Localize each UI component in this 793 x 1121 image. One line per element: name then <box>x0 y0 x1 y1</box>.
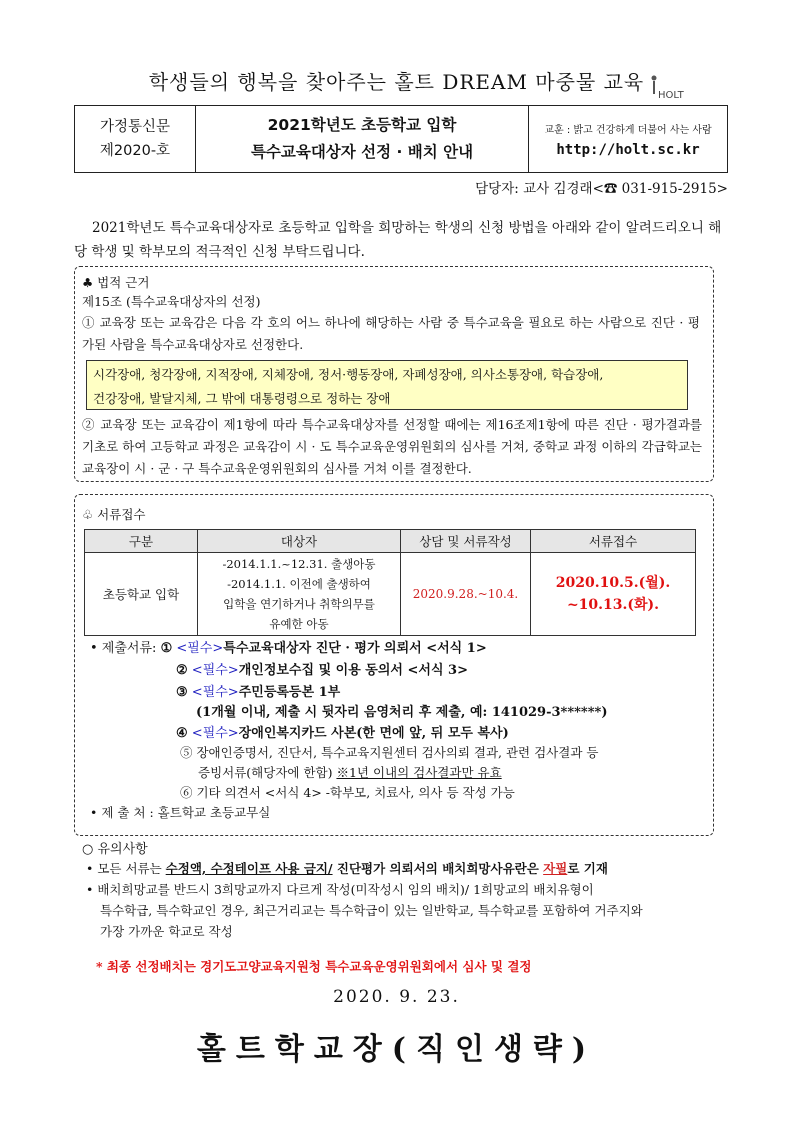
col-category: 구분 <box>85 530 198 553</box>
col-consult: 상담 및 서류작성 <box>401 530 531 553</box>
notes-heading: ○ 유의사항 <box>82 842 148 857</box>
doc-num: ② <box>176 663 188 678</box>
note-2-line1: • 배치희망교를 반드시 3희망교까지 다르게 작성(미작성시 임의 배치)/ 1희망교의 배치유형이 <box>86 882 594 897</box>
note-2-line3: 가장 가까운 학교로 작성 <box>100 924 233 939</box>
title-line1: 2021학년도 초등학교 입학 <box>267 116 457 134</box>
must-tag: <필수> <box>191 663 239 678</box>
intro-paragraph: 2021학년도 특수교육대상자로 초등학교 입학을 희망하는 학생의 신청 방법을 아래와 같이 알려드리오니 해당 학생 및 학부모의 적극적인 신청 부탁드립니다. <box>74 220 722 260</box>
note-2-line2: 특수학급, 특수학교인 경우, 최근거리교는 특수학급이 있는 일반학교, 특수학교를 포함하여 거주지와 <box>100 903 643 918</box>
receipt-line1: 2020.10.5.(월). <box>555 575 671 591</box>
cell-target <box>198 553 401 636</box>
doc-item-4 <box>176 722 509 741</box>
must-tag: <필수> <box>176 641 224 656</box>
title-line2: 특수교육대상자 선정 · 배치 안내 <box>250 143 474 161</box>
school-motto: 학생들의 행복을 찾아주는 홀트 DREAM 마중물 교육 <box>148 70 645 94</box>
doc-item-5-line2 <box>198 763 502 781</box>
note1-part: 자필 <box>543 861 568 876</box>
col-receipt: 서류접수 <box>531 530 696 553</box>
header-table <box>74 105 728 173</box>
note1-part: 진단평가 의뢰서의 배치희망사유란은 <box>332 861 544 876</box>
logo-text: HOLT <box>658 90 684 101</box>
docs-label: • 제출서류: <box>90 641 157 656</box>
must-tag: <필수> <box>191 685 239 700</box>
final-notice: * 최종 선정배치는 경기도고양교육지원청 특수교육운영위원회에서 심사 및 결정 <box>96 959 532 974</box>
manager-contact: 담당자: 교사 김경래<☎ 031-915-2915> <box>475 181 728 197</box>
doc-item-6: ⑥ 기타 의견서 <서식 4> -학부모, 치료사, 의사 등 작성 가능 <box>180 785 515 800</box>
legal-clause2: ② 교육장 또는 교육감이 제1항에 따라 특수교육대상자를 선정할 때에는 제16조제1항에 따른 진단 · 평가결과를 기초로 하여 고등학교 과정은 교육감이 시 · 도 특수교육운영위원회의 심사를 거쳐, 중학교 과정 이하의 각급학교는 교육장이 시 · 군 · 구 특수교육운영위원회의 심사를 거쳐 이를 결정한다. <box>82 417 702 476</box>
target-line: 유예한 아동 <box>269 617 329 631</box>
legal-article: 제15조 (특수교육대상자의 선정) <box>82 294 261 309</box>
legal-heading: ♣ 법적 근거 <box>82 275 150 290</box>
doc-title <box>196 106 529 173</box>
doc5-note: ※1년 이내의 검사결과만 유효 <box>336 765 502 780</box>
doc-text: 주민등록등본 1부 <box>238 685 341 700</box>
doc-item-1 <box>90 637 487 656</box>
cell-category: 초등학교 입학 <box>85 553 198 636</box>
doc-text: 장애인복지카드 사본(한 면에 앞, 뒤 모두 복사) <box>238 726 509 741</box>
doc-num: ① <box>160 641 173 656</box>
note1-part: 로 기재 <box>567 861 608 876</box>
disability-list <box>86 360 688 410</box>
school-slogan: 교훈 : 밝고 건강하게 더불어 사는 사람 <box>544 124 712 136</box>
doc-text: 개인정보수집 및 이용 동의서 <서식 3> <box>238 663 468 678</box>
doc-item-5-line1: ⑤ 장애인증명서, 진단서, 특수교육지원센터 검사의뢰 결과, 관련 검사결과 등 <box>180 745 599 760</box>
doc-number: 제2020-호 <box>99 143 171 159</box>
submit-place: • 제 출 처 : 홀트학교 초등교무실 <box>90 805 271 820</box>
reception-heading: ♧ 서류접수 <box>82 507 146 522</box>
doc-text: 특수교육대상자 진단 · 평가 의뢰서 <서식 1> <box>223 641 487 656</box>
target-line: 입학을 연기하거나 취학의무를 <box>223 597 375 611</box>
note-1 <box>86 859 608 877</box>
table-header-row <box>85 530 696 553</box>
doc-item-3 <box>176 681 340 700</box>
school-url[interactable]: http://holt.sc.kr <box>556 141 700 158</box>
target-line: -2014.1.1. 이전에 출생하여 <box>227 577 371 591</box>
principal-signature: 홀트학교장(직인생략) <box>196 1032 597 1067</box>
disability-line1: 시각장애, 청각장애, 지적장애, 지체장애, 정서·행동장애, 자폐성장애, 의사소통장애, 학습장애, <box>93 367 604 382</box>
issue-date: 2020. 9. 23. <box>333 987 460 1007</box>
note1-part: 수정액, 수정테이프 사용 금지/ <box>165 861 333 876</box>
note1-part: • 모든 서류는 <box>86 861 166 876</box>
target-line: -2014.1.1.~12.31. 출생아동 <box>222 557 376 571</box>
legal-clause1: ① 교육장 또는 교육감은 다음 각 호의 어느 하나에 해당하는 사람 중 특수교육을 필요로 하는 사람으로 진단 · 평가된 사람을 특수교육대상자로 선정한다. <box>82 315 700 352</box>
holt-logo <box>646 72 694 102</box>
table-row <box>85 553 696 636</box>
doc-num: ③ <box>176 685 188 700</box>
doc-info <box>75 106 196 173</box>
cell-consult: 2020.9.28.~10.4. <box>401 553 531 636</box>
doc-item-2 <box>176 659 468 678</box>
doc-type: 가정통신문 <box>99 119 171 135</box>
receipt-line2: ~10.13.(화). <box>566 597 660 613</box>
doc5-text: 증빙서류(해당자에 한함) <box>198 765 337 780</box>
doc-num: ④ <box>176 726 188 741</box>
cell-receipt <box>531 553 696 636</box>
col-target: 대상자 <box>198 530 401 553</box>
doc-item-3-note: (1개월 이내, 제출 시 뒷자리 음영처리 후 제출, 예: 141029-3******) <box>196 705 608 720</box>
school-info <box>529 106 728 173</box>
disability-line2: 건강장애, 발달지체, 그 밖에 대통령령으로 정하는 장애 <box>93 391 391 406</box>
reception-table <box>84 529 696 636</box>
must-tag: <필수> <box>191 726 239 741</box>
